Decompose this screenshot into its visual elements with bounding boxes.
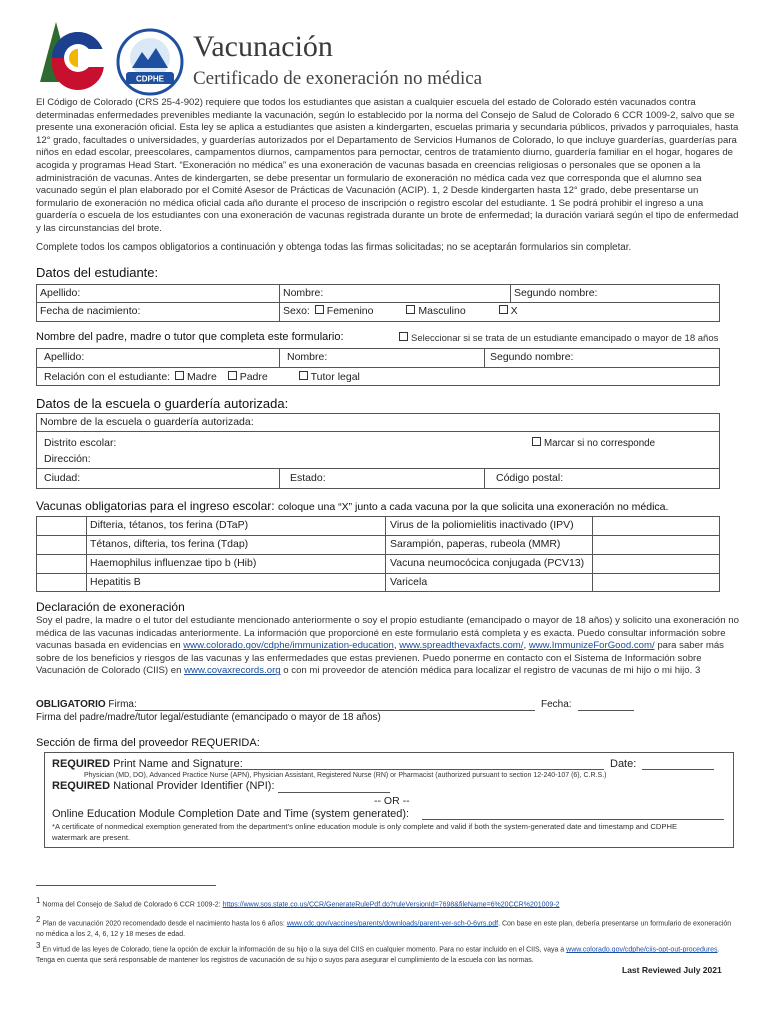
no-corresponde-label: Marcar si no corresponde <box>544 438 656 449</box>
parent-nombre-label: Nombre: <box>287 351 328 363</box>
vaccine-left-x-cell-0[interactable] <box>37 517 85 535</box>
npi-label: National Provider Identifier (NPI): <box>113 780 275 792</box>
emancipado-checkbox[interactable] <box>399 332 408 341</box>
fecha-label: Fecha: <box>541 699 572 710</box>
parent-segundo-label: Segundo nombre: <box>490 351 574 363</box>
link-covaxrecords[interactable]: www.covaxrecords.org <box>184 665 281 677</box>
vaccine-left-0: Difteria, tétanos, tos ferina (DTaP) <box>90 519 249 531</box>
vaccines-heading: Vacunas obligatorias para el ingreso escolar: <box>36 499 275 513</box>
parent-heading: Nombre del padre, madre o tutor que completa este formulario: <box>36 331 344 343</box>
vaccine-left-2: Haemophilus influenzae tipo b (Hib) <box>90 557 257 569</box>
page-subtitle: Certificado de exoneración no médica <box>193 68 483 89</box>
student-segundo-label: Segundo nombre: <box>514 287 598 299</box>
femenino-checkbox[interactable] <box>315 305 324 314</box>
sex-x-label: X <box>510 305 518 317</box>
cdphe-logo <box>116 28 184 96</box>
provider-date-line[interactable] <box>642 769 714 770</box>
vaccine-right-0: Virus de la poliomielitis inactivado (IPV) <box>390 519 574 531</box>
required-label-2: REQUIRED <box>52 780 111 792</box>
footnote-3-link[interactable]: www.colorado.gov/cdphe/ciis-opt-out-procedures <box>566 946 718 954</box>
provider-signature-line[interactable] <box>228 769 604 770</box>
padre-checkbox[interactable] <box>228 371 237 380</box>
masculino-label: Masculino <box>418 305 466 317</box>
vaccine-right-x-cell-3[interactable] <box>593 574 719 592</box>
colorado-logo <box>36 18 112 94</box>
firma-label: Firma: <box>108 699 137 710</box>
vaccine-right-x-cell-0[interactable] <box>593 517 719 535</box>
student-nombre-label: Nombre: <box>283 287 324 299</box>
madre-label: Madre <box>187 371 217 383</box>
distrito-label: Distrito escolar: <box>44 437 117 449</box>
footnote-2-link[interactable]: www.cdc.gov/vaccines/parents/downloads/parent-ver-sch-0-6yrs.pdf <box>286 920 499 928</box>
print-name-label: Print Name and Signature: <box>113 758 243 770</box>
femenino-label: Femenino <box>326 305 374 317</box>
declaration-heading: Declaración de exoneración <box>36 600 185 614</box>
page-title: Vacunación <box>193 30 333 63</box>
masculino-checkbox[interactable] <box>406 305 415 314</box>
codigo-label: Código postal: <box>496 472 564 484</box>
date-line[interactable] <box>578 710 634 711</box>
complete-note: Complete todos los campos obligatorios a continuación y obtenga todas las firmas solicitadas; no se aceptarán formularios sin completar. <box>36 242 632 253</box>
student-sexo-label: Sexo: <box>283 305 310 317</box>
vaccine-left-1: Tétanos, difteria, tos ferina (Tdap) <box>90 538 249 550</box>
emancipado-label: Seleccionar si se trata de un estudiante emancipado o mayor de 18 años <box>411 333 719 344</box>
vaccine-left-x-cell-3[interactable] <box>37 574 85 592</box>
parent-apellido-label: Apellido: <box>44 351 85 363</box>
required-label-1: REQUIRED <box>52 758 111 770</box>
link-immunizeforgood[interactable]: www.ImmunizeForGood.com/ <box>528 640 655 652</box>
footnote-divider <box>36 885 216 886</box>
vaccines-instruction: coloque una “X” junto a cada vacuna por la que solicita una exoneración no médica. <box>277 501 669 513</box>
student-heading: Datos del estudiante: <box>36 265 159 280</box>
footnote-1: $^1$ Norma del Consejo de Salud de Colorado 6 CCR 1009-2: https://www.sos.state.co.us/CCR/GenerateRulePdf.do?ruleVersionId=7698&fileName=6%20CCR%201009-2 <box>36 896 560 909</box>
direccion-label: Dirección: <box>44 453 91 465</box>
relacion-label: Relación con el estudiante: <box>44 371 171 383</box>
declaration-text: Soy el padre, la madre o el tutor del estudiante mencionado anteriormente o soy el propio estudiante (emancipado o mayor de 18 años) y solicito una exoneración no médica de las vacunas indicadas anteriormente. La información que proporcioné en este formulario está completa y es exacta. Puedo consultar información sobre vacunas basada en evidencias en www.colorado.gov/cdphe/immunization-education, www.spreadthevaxfacts.com/, www.ImmunizeForGood.com/ para saber más sobre de los beneficios y riesgos de las vacunas y las enfermedades que estas previenen. Puedo ponerme en contacto con el Sistema de Información sobre Vacunación de Colorado (CIIS) en www.covaxrecords.org o con mi proveedor de atención médica para localizar el registro de vacunas de mi hijo o mi hijo. 3 <box>36 615 739 677</box>
vaccine-right-x-cell-2[interactable] <box>593 555 719 573</box>
obligatorio-label: OBLIGATORIO <box>36 699 106 710</box>
firma-sub-label: Firma del padre/madre/tutor legal/estudiante (emancipado o mayor de 18 años) <box>36 712 381 723</box>
footnote-2: $^2$ Plan de vacunación 2020 recomendado desde el nacimiento hasta los 6 años: www.cdc.gov/vaccines/parents/downloads/parent-ver-sch-0-6yrs.pdf. Con base en este plan, debería presentarse un formulario de exoneración no médica a los 2, 4, 6, 12 y 18 meses de edad. <box>36 915 732 939</box>
sex-x-checkbox[interactable] <box>499 305 508 314</box>
npi-line[interactable] <box>278 792 390 793</box>
or-separator: -- OR -- <box>374 795 410 807</box>
padre-label: Padre <box>239 371 268 383</box>
ciudad-label: Ciudad: <box>44 472 81 484</box>
vaccine-left-3: Hepatitis B <box>90 576 141 588</box>
provider-date-label: Date: <box>610 758 637 770</box>
madre-checkbox[interactable] <box>175 371 184 380</box>
last-reviewed: Last Reviewed July 2021 <box>622 965 722 975</box>
tutor-label: Tutor legal <box>310 371 360 383</box>
student-fecha-label: Fecha de nacimiento: <box>40 305 141 317</box>
vaccine-right-x-cell-1[interactable] <box>593 536 719 554</box>
school-heading: Datos de la escuela o guardería autorizada: <box>36 396 289 411</box>
cdphe-logo-text: CDPHE <box>135 74 165 84</box>
footnote-1-link[interactable]: https://www.sos.state.co.us/CCR/GenerateRulePdf.do?ruleVersionId=7698&fileName=6%20CCR%201009-2 <box>222 901 560 909</box>
intro-paragraph: El Código de Colorado (CRS 25-4-902) requiere que todos los estudiantes que asistan a cualquier escuela del estado de Colorado estén vacunados contra determinadas enfermedades prevenibles mediante la vacunación, según lo establecido por la norma del Consejo de Salud de Colorado 6 CCR 1009-2, salvo que se presente una exoneración oficial. Esta ley se aplica a estudiantes que asisten a kindergarten, escuelas primaria y secundaria públicos, privados y parroquiales, hasta 12° grado, facultades o universidades, y guarderías autorizados por el Departamento de Servicios Humanos de Colorado, lo que incluye guarderías, guarderías para niños en edad escolar, preescolares, campamentos diurnos, campamentos para pernoctar, centros de tratamiento diurno, guardería familiar en el hogar, hogares de acogida y programas Head Start. “Exoneración no médica” es una exoneración de vacunas basada en creencias religiosas o personales que se oponen a la administración de vacunas. Antes de kindergarten, se debe presentar un formulario de exoneración no médica cada vez que corresponda que el alumno sea vacunado según el plan elaborado por el Comité Asesor de Prácticas de Vacunación (ACIP). 1, 2 Desde kindergarten hasta 12° grado, debe presentarse un formulario de exoneración no médica oficial cada año durante el proceso de inscripción o registro escolar del estudiante. 1 Se podrá prohibir el ingreso a una guardería o escuela de los estudiantes con una exoneración de vacunas registrada durante un brote de enfermedad; la duración variará según el tipo de enfermedad y las circunstancias del brote. <box>36 97 739 234</box>
estado-label: Estado: <box>290 472 326 484</box>
tutor-checkbox[interactable] <box>299 371 308 380</box>
certificate-note: *A certificate of nonmedical exemption generated from the department’s online education module is only complete and valid if both the system-generated date and timestamp and CDPHE watermark are present. <box>52 822 678 842</box>
vaccine-left-x-cell-1[interactable] <box>37 536 85 554</box>
no-corresponde-checkbox[interactable] <box>532 437 541 446</box>
school-name-label: Nombre de la escuela o guardería autorizada: <box>40 416 254 428</box>
vaccine-right-1: Sarampión, paperas, rubeola (MMR) <box>390 538 561 550</box>
physician-note: Physician (MD, DO), Advanced Practice Nurse (APN), Physician Assistant, Registered Nurse (RN) or Pharmacist (authorized pursuant to section 12-240-107 (6), C.R.S.) <box>84 772 607 779</box>
online-module-label: Online Education Module Completion Date and Time (system generated): <box>52 808 410 820</box>
student-apellido-label: Apellido: <box>40 287 81 299</box>
footnote-3: $^3$ En virtud de las leyes de Colorado, tiene la opción de excluir la información de su hijo o la suya del CIIS en cualquier momento. Para no estar incluido en el CIIS, vaya a www.colorado.gov/cdphe/ciis-opt-out-procedures. Tenga en cuenta que será responsable de mantener los registros de vacunación de su hijo o suyos para asegurar el cumplimiento de la escuela con las normas. <box>36 941 720 965</box>
vaccine-left-x-cell-2[interactable] <box>37 555 85 573</box>
online-module-line[interactable] <box>422 819 724 820</box>
link-immunization-education[interactable]: www.colorado.gov/cdphe/immunization-education <box>183 640 394 652</box>
provider-heading: Sección de firma del proveedor REQUERIDA: <box>36 737 260 749</box>
vaccine-right-2: Vacuna neumocócica conjugada (PCV13) <box>390 557 585 569</box>
vaccine-right-3: Varicela <box>390 576 428 588</box>
signature-line[interactable] <box>135 710 535 711</box>
link-spreadthevaxfacts[interactable]: www.spreadthevaxfacts.com/ <box>399 640 524 652</box>
